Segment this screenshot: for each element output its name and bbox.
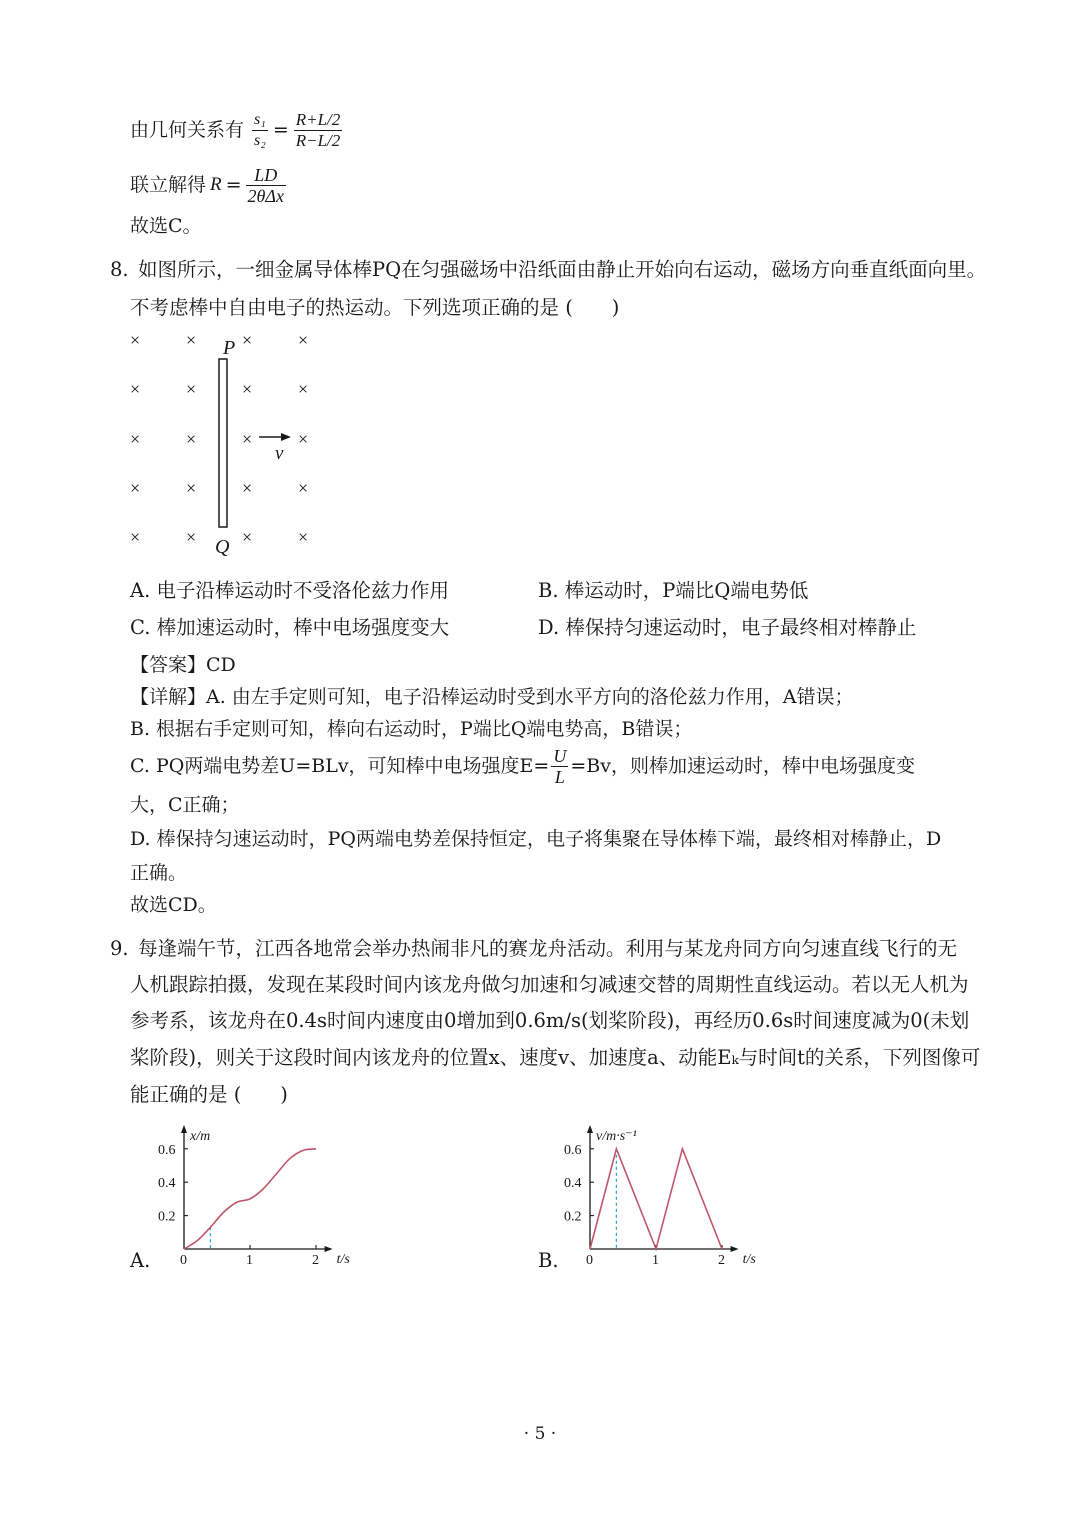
field-cross: ×	[130, 478, 141, 498]
solve-prefix: 联立解得	[130, 174, 207, 196]
graph-a-x-arrow	[325, 1246, 333, 1252]
geom-equals: =	[272, 119, 289, 141]
geom-lhs-fraction	[252, 110, 268, 151]
graph-a-x-label: t/s	[336, 1252, 350, 1267]
rod-label-q: Q	[215, 536, 230, 558]
rod-label-p: P	[223, 337, 236, 359]
q8-option-c[interactable]: C. 棒加速运动时，棒中电场强度变大	[130, 616, 450, 639]
graph-a-x-tick-label: 2	[312, 1253, 319, 1268]
field-cross: ×	[242, 429, 253, 449]
q9-stem-line3: 参考系，该龙舟在0.4s时间内速度由0增加到0.6m/s(划桨阶段)，再经历0.6s时间速度减为0(未划	[130, 1009, 970, 1032]
q8-option-d[interactable]: D. 棒保持匀速运动时，电子最终相对棒静止	[538, 616, 917, 639]
geom-lhs-numerator: s₁	[252, 110, 268, 131]
graph-b-x-arrow	[731, 1246, 739, 1252]
graph-a-y-tick-label: 0.4	[158, 1176, 176, 1192]
field-cross: ×	[298, 527, 309, 547]
graph-b-chart	[556, 1120, 771, 1280]
graph-b-option-label[interactable]: B.	[538, 1249, 559, 1272]
graph-b-y-label: v/m·s⁻¹	[596, 1129, 637, 1144]
field-cross: ×	[186, 478, 197, 498]
q8-detail-line2: B. 根据右手定则可知，棒向右运动时，P端比Q端电势高，B错误；	[130, 718, 693, 740]
q8-stem-line2: 不考虑棒中自由电子的热运动。下列选项正确的是 ( )	[130, 296, 620, 319]
field-fraction-numerator: U	[553, 745, 567, 766]
graph-a-series-line	[184, 1149, 316, 1249]
q8-detail-line3-b: =Bv，则棒加速运动时，棒中电场强度变	[570, 755, 915, 777]
field-strength-fraction	[551, 746, 568, 787]
prev-choice: 故选C。	[130, 215, 202, 237]
field-cross: ×	[130, 429, 141, 449]
field-cross: ×	[298, 478, 309, 498]
q9-stem-line5: 能正确的是 ( )	[130, 1083, 288, 1106]
field-cross: ×	[130, 527, 141, 547]
page-number: · 5 ·	[523, 1424, 557, 1444]
solve-numerator: LD	[246, 165, 286, 186]
solve-denominator: 2θΔx	[247, 185, 284, 206]
geom-rhs-fraction	[294, 110, 343, 151]
graph-a-chart	[150, 1120, 360, 1280]
graph-b-series-line	[590, 1149, 722, 1249]
q8-detail-line5: D. 棒保持匀速运动时，PQ两端电势差保持恒定，电子将集聚在导体棒下端，最终相对棒静止，D	[130, 828, 942, 850]
solve-line	[130, 160, 286, 210]
field-cross: ×	[242, 527, 253, 547]
field-cross: ×	[130, 330, 141, 350]
q8-option-a[interactable]: A. 电子沿棒运动时不受洛伦兹力作用	[130, 579, 449, 602]
geom-relation-line	[130, 98, 342, 162]
graph-b-x-label: t/s	[742, 1252, 756, 1267]
field-cross: ×	[298, 429, 309, 449]
q8-detail-line7: 故选CD。	[130, 894, 217, 916]
solve-equals: =	[225, 174, 242, 196]
graph-b-x-tick-label: 2	[718, 1253, 725, 1268]
field-cross: ×	[130, 379, 141, 399]
field-cross: ×	[298, 379, 309, 399]
q8-stem-line1: 如图所示，一细金属导体棒PQ在匀强磁场中沿纸面由静止开始向右运动，磁场方向垂直纸面向里。	[138, 258, 987, 281]
field-cross: ×	[242, 379, 253, 399]
field-cross: ×	[242, 478, 253, 498]
velocity-arrow-head	[281, 433, 291, 441]
graph-a-x-tick-label: 0	[180, 1253, 187, 1268]
q8-detail-line4: 大，C正确；	[130, 794, 240, 816]
graph-a-x-tick-label: 1	[246, 1253, 253, 1268]
q8-figure	[120, 325, 340, 560]
geom-lhs-denominator: s₂	[254, 131, 266, 149]
graph-a-y-tick-label: 0.2	[158, 1209, 176, 1225]
graph-b-y-tick-label: 0.4	[564, 1176, 582, 1192]
geom-rhs-numerator: R+L/2	[295, 109, 341, 129]
q9-stem-line4: 桨阶段)，则关于这段时间内该龙舟的位置x、速度v、加速度a、动能Eₖ与时间t的关系，下列图像可	[130, 1046, 981, 1069]
q8-option-b[interactable]: B. 棒运动时，P端比Q端电势低	[538, 579, 809, 602]
graph-b-y-tick-label: 0.6	[564, 1142, 582, 1158]
q8-answer: 【答案】CD	[130, 654, 236, 676]
field-cross: ×	[186, 330, 197, 350]
field-cross: ×	[186, 379, 197, 399]
graph-a-y-arrow	[181, 1125, 187, 1133]
solve-lhs: R	[210, 174, 222, 195]
field-fraction-denominator: L	[554, 766, 565, 787]
q8-detail-line3-a: C. PQ两端电势差U=BLv，可知棒中电场强度E=	[130, 755, 550, 777]
q9-stem-line1: 每逢端午节，江西各地常会举办热闹非凡的赛龙舟活动。利用与某龙舟同方向匀速直线飞行的无	[138, 937, 958, 960]
conductor-rod	[219, 359, 227, 527]
q8-detail-line6: 正确。	[130, 862, 188, 884]
q8-detail-line1: 【详解】A. 由左手定则可知，电子沿棒运动时受到水平方向的洛伦兹力作用，A错误；	[130, 686, 854, 708]
graph-b-y-tick-label: 0.2	[564, 1209, 582, 1225]
graph-a-option-label[interactable]: A.	[130, 1249, 151, 1272]
solve-fraction	[246, 165, 286, 206]
graph-b-x-tick-label: 0	[586, 1253, 593, 1268]
field-cross: ×	[186, 527, 197, 547]
geom-prefix: 由几何关系有	[130, 119, 245, 141]
graph-a-y-label: x/m	[190, 1129, 211, 1144]
q8-detail-line3	[130, 744, 915, 788]
graph-b-x-tick-label: 1	[652, 1253, 659, 1268]
velocity-label: v	[275, 443, 284, 464]
field-cross: ×	[298, 330, 309, 350]
q8-number: 8.	[110, 258, 129, 281]
geom-rhs-denominator: R−L/2	[295, 130, 341, 150]
graph-a-y-tick-label: 0.6	[158, 1142, 176, 1158]
q9-stem-line2: 人机跟踪拍摄，发现在某段时间内该龙舟做匀加速和匀减速交替的周期性直线运动。若以无人机为	[130, 973, 969, 996]
q9-number: 9.	[110, 937, 129, 960]
field-cross: ×	[186, 429, 197, 449]
graph-b-y-arrow	[587, 1125, 593, 1133]
field-cross: ×	[242, 330, 253, 350]
